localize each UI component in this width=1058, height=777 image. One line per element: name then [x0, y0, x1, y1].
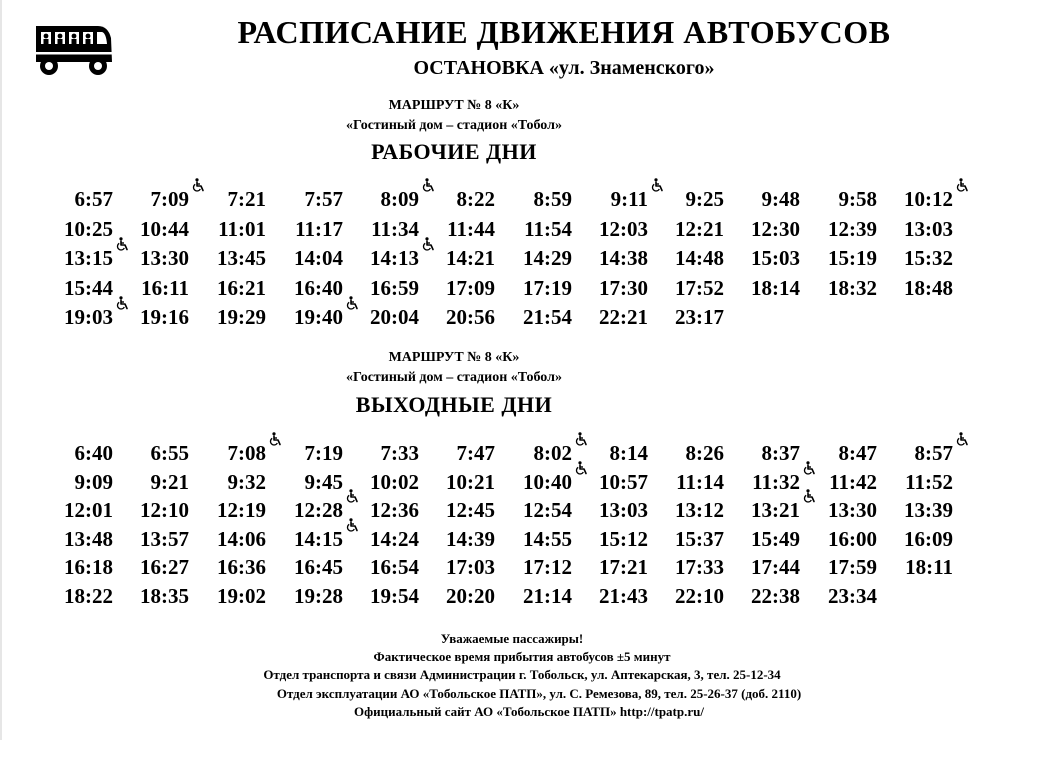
- departure-time-text: 16:36: [217, 555, 266, 579]
- departure-time-text: 11:54: [524, 216, 572, 241]
- departure-time-text: 21:54: [523, 305, 572, 329]
- departure-time-text: 22:10: [675, 583, 724, 608]
- departure-time: [815, 555, 877, 579]
- departure-time-text: 15:49: [751, 526, 800, 551]
- departure-time: [891, 276, 953, 300]
- departure-time: [586, 217, 648, 241]
- departure-time-text: 10:44: [140, 216, 189, 241]
- departure-time: [204, 441, 266, 465]
- footer-line: Официальный сайт АО «Тобольское ПАТП» http://tpatp.ru/: [354, 704, 704, 719]
- departure-time: [204, 470, 266, 494]
- departure-time: [51, 555, 113, 579]
- departure-time: [662, 555, 724, 579]
- departure-time: [127, 276, 189, 300]
- departure-time: [586, 305, 648, 329]
- departure-time-text: 8:57: [915, 441, 954, 465]
- departure-time-text: 17:12: [523, 555, 572, 579]
- departure-time-text: 6:57: [74, 187, 113, 211]
- departure-time: [738, 276, 800, 300]
- departure-time-text: 19:29: [217, 305, 266, 329]
- footer-line: Отдел транспорта и связи Администрации г. Тобольск, ул. Аптекарская, 3, тел. 25-12-34: [263, 667, 781, 682]
- departure-time-text: 12:39: [828, 216, 877, 241]
- departure-time: [510, 498, 572, 522]
- departure-time: [510, 584, 572, 608]
- departure-time: [281, 246, 343, 270]
- departure-time: [738, 187, 800, 211]
- departure-time: [357, 305, 419, 329]
- departure-time: [738, 555, 800, 579]
- departure-time: [586, 246, 648, 270]
- departure-time-text: 18:14: [751, 275, 800, 300]
- stop-name: ОСТАНОВКА «ул. Знаменского»: [413, 57, 715, 79]
- departure-time: [586, 555, 648, 579]
- departure-time-text: 16:00: [828, 526, 877, 551]
- departure-time-text: 19:28: [294, 583, 343, 608]
- departure-time-text: 9:25: [685, 187, 724, 211]
- departure-time-text: 9:09: [74, 469, 113, 494]
- departure-time: [510, 441, 572, 465]
- departure-time-text: 11:14: [676, 469, 724, 494]
- departure-time: [357, 527, 419, 551]
- departure-time: [586, 187, 648, 211]
- departure-time: [510, 470, 572, 494]
- departure-time-text: 17:44: [751, 555, 800, 579]
- departure-time-text: 17:52: [675, 275, 724, 300]
- departure-time-text: 20:56: [446, 305, 495, 329]
- departure-time: [357, 584, 419, 608]
- departure-time: [204, 217, 266, 241]
- departure-time-text: 23:34: [828, 583, 877, 608]
- route-name: «Гостиный дом – стадион «Тобол»: [346, 118, 562, 133]
- departure-time: [127, 584, 189, 608]
- departure-time: [433, 305, 495, 329]
- departure-time: [127, 470, 189, 494]
- departure-time: [357, 498, 419, 522]
- section-weekend-days: [0, 392, 1058, 418]
- departure-time-text: 12:21: [675, 216, 724, 241]
- departure-time: [891, 527, 953, 551]
- departure-time: [204, 276, 266, 300]
- route-name: «Гостиный дом – стадион «Тобол»: [346, 370, 562, 385]
- departure-time: [433, 187, 495, 211]
- departure-time: [510, 246, 572, 270]
- departure-time-text: 16:11: [141, 275, 189, 300]
- departure-time: [815, 441, 877, 465]
- departure-time: [127, 441, 189, 465]
- departure-time-text: 15:32: [904, 246, 953, 270]
- departure-time: [281, 187, 343, 211]
- departure-time: [281, 276, 343, 300]
- departure-time-text: 22:38: [751, 583, 800, 608]
- departure-time: [891, 246, 953, 270]
- departure-time: [127, 498, 189, 522]
- departure-time: [586, 441, 648, 465]
- departure-time: [662, 305, 724, 329]
- departure-time-text: 14:39: [446, 526, 495, 551]
- footer-line: Фактическое время прибытия автобусов ±5 минут: [373, 649, 671, 664]
- wheelchair-icon: [956, 432, 969, 446]
- departure-time: [738, 246, 800, 270]
- departure-time: [891, 470, 953, 494]
- departure-time-text: 19:03: [64, 305, 113, 329]
- footer-operator-contact: [0, 686, 1058, 702]
- departure-time-text: 12:03: [599, 216, 648, 241]
- departure-time: [662, 276, 724, 300]
- departure-time: [51, 441, 113, 465]
- departure-time: [433, 527, 495, 551]
- days-label: ВЫХОДНЫЕ ДНИ: [355, 392, 553, 417]
- departure-time: [357, 246, 419, 270]
- departure-time-text: 7:47: [456, 441, 495, 465]
- departure-time-text: 12:54: [523, 498, 572, 522]
- departure-time-text: 13:21: [751, 498, 800, 522]
- departure-time-text: 17:19: [523, 275, 572, 300]
- departure-time: [662, 498, 724, 522]
- departure-time-text: 11:17: [295, 216, 343, 241]
- departure-time-text: 14:48: [675, 246, 724, 270]
- page-title: РАСПИСАНИЕ ДВИЖЕНИЯ АВТОБУСОВ: [237, 14, 891, 50]
- departure-time-text: 7:19: [304, 441, 343, 465]
- departure-time-text: 17:33: [675, 555, 724, 579]
- departure-time-text: 7:21: [227, 187, 266, 211]
- departure-time-text: 16:54: [370, 555, 419, 579]
- departure-time-text: 14:06: [217, 526, 266, 551]
- departure-time-text: 14:24: [370, 526, 419, 551]
- departure-time-text: 9:58: [838, 187, 877, 211]
- departure-time: [815, 498, 877, 522]
- departure-time-text: 8:59: [533, 187, 572, 211]
- departure-time: [51, 276, 113, 300]
- departure-time: [662, 470, 724, 494]
- departure-time-text: 18:35: [140, 583, 189, 608]
- departure-time: [281, 217, 343, 241]
- departure-time-text: 16:27: [140, 555, 189, 579]
- departure-time-text: 10:02: [370, 469, 419, 494]
- departure-time-text: 11:34: [371, 216, 419, 241]
- departure-time: [586, 527, 648, 551]
- departure-time: [891, 187, 953, 211]
- departure-time: [51, 584, 113, 608]
- departure-time-text: 16:09: [904, 526, 953, 551]
- departure-time-text: 17:09: [446, 275, 495, 300]
- departure-time-text: 16:59: [370, 275, 419, 300]
- departure-time: [357, 276, 419, 300]
- departure-time: [662, 187, 724, 211]
- departure-time: [51, 187, 113, 211]
- departure-time: [281, 498, 343, 522]
- departure-time: [662, 441, 724, 465]
- departure-time-text: 17:59: [828, 555, 877, 579]
- departure-time-text: 10:25: [64, 216, 113, 241]
- departure-time: [510, 187, 572, 211]
- departure-time-text: 14:04: [294, 246, 343, 270]
- departure-time: [281, 527, 343, 551]
- footer-arrival-note: [0, 649, 1058, 665]
- departure-time-text: 13:12: [675, 498, 724, 522]
- departure-time: [738, 217, 800, 241]
- departure-time: [586, 498, 648, 522]
- departure-time-text: 22:21: [599, 305, 648, 329]
- departure-time: [127, 527, 189, 551]
- departure-time-text: 9:21: [150, 469, 189, 494]
- departure-time-text: 13:03: [904, 216, 953, 241]
- departure-time: [662, 527, 724, 551]
- departure-time: [51, 527, 113, 551]
- departure-time-text: 8:09: [381, 187, 420, 211]
- departure-time-text: 12:28: [294, 498, 343, 522]
- departure-time: [815, 276, 877, 300]
- departure-time: [510, 276, 572, 300]
- departure-time: [204, 584, 266, 608]
- departure-time: [738, 527, 800, 551]
- departure-time-text: 12:45: [446, 498, 495, 522]
- departure-time-text: 6:55: [150, 441, 189, 465]
- departure-time: [815, 217, 877, 241]
- departure-time-text: 14:15: [294, 527, 343, 551]
- departure-time-text: 8:02: [534, 441, 573, 465]
- days-label: РАБОЧИЕ ДНИ: [371, 139, 537, 164]
- route-number: МАРШРУТ № 8 «К»: [388, 350, 520, 365]
- departure-time: [357, 187, 419, 211]
- departure-time-text: 10:12: [904, 187, 953, 211]
- section-weekdays-route-name: [0, 118, 1058, 134]
- departure-time: [662, 217, 724, 241]
- departure-time-text: 17:21: [599, 555, 648, 579]
- departure-time: [433, 441, 495, 465]
- departure-time-text: 9:45: [304, 469, 343, 494]
- route-number: МАРШРУТ № 8 «К»: [388, 98, 520, 113]
- departure-time: [51, 498, 113, 522]
- departure-time: [662, 584, 724, 608]
- departure-time: [204, 246, 266, 270]
- footer-website: [0, 704, 1058, 720]
- departure-time-text: 8:22: [456, 187, 495, 211]
- departure-time: [738, 470, 800, 494]
- departure-time-text: 6:40: [74, 441, 113, 465]
- departure-time-text: 7:33: [380, 441, 419, 465]
- departure-time: [204, 555, 266, 579]
- departure-time: [281, 584, 343, 608]
- departure-time: [586, 584, 648, 608]
- departure-time: [815, 187, 877, 211]
- departure-time-text: 16:18: [64, 555, 113, 579]
- departure-time-text: 9:32: [227, 469, 266, 494]
- departure-time: [357, 555, 419, 579]
- departure-time-text: 9:11: [611, 187, 648, 211]
- departure-time-text: 12:10: [140, 498, 189, 522]
- departure-time-text: 7:57: [304, 187, 343, 211]
- departure-time: [281, 470, 343, 494]
- departure-time-text: 17:03: [446, 555, 495, 579]
- departure-time-text: 7:08: [228, 441, 267, 465]
- departure-time: [51, 305, 113, 329]
- departure-time-text: 20:04: [370, 305, 419, 329]
- departure-time-text: 8:37: [761, 441, 800, 465]
- departure-time-text: 19:16: [140, 305, 189, 329]
- departure-time-text: 12:01: [64, 498, 113, 522]
- departure-time-text: 11:42: [829, 469, 877, 494]
- wheelchair-icon: [956, 178, 969, 192]
- departure-time-text: 11:32: [752, 470, 800, 494]
- footer-line: Уважаемые пассажиры!: [440, 631, 584, 646]
- departure-time: [815, 527, 877, 551]
- departure-time-text: 21:14: [523, 583, 572, 608]
- departure-time: [127, 555, 189, 579]
- departure-time-text: 18:11: [905, 555, 953, 579]
- departure-time-text: 18:22: [64, 583, 113, 608]
- departure-time: [204, 305, 266, 329]
- departure-time: [815, 584, 877, 608]
- departure-time: [433, 470, 495, 494]
- departure-time-text: 16:45: [294, 555, 343, 579]
- footer-admin-contact: [0, 667, 1058, 683]
- departure-time: [433, 276, 495, 300]
- departure-time: [891, 555, 953, 579]
- departure-time-text: 14:38: [599, 246, 648, 270]
- footer-greeting: [0, 631, 1058, 647]
- departure-time: [127, 187, 189, 211]
- departure-time-text: 21:43: [599, 583, 648, 608]
- departure-time-text: 15:44: [64, 275, 113, 300]
- section-weekdays-days: [0, 139, 1058, 165]
- departure-time-text: 15:03: [751, 246, 800, 270]
- departure-time: [204, 187, 266, 211]
- departure-time-text: 19:40: [294, 305, 343, 329]
- departure-time: [357, 441, 419, 465]
- departure-time-text: 10:57: [599, 469, 648, 494]
- departure-time-text: 10:21: [446, 469, 495, 494]
- departure-time-text: 13:57: [140, 526, 189, 551]
- departure-time-text: 13:45: [217, 246, 266, 270]
- departure-time-text: 10:40: [523, 470, 572, 494]
- departure-time-text: 13:48: [64, 526, 113, 551]
- departure-time: [127, 246, 189, 270]
- departure-time-text: 12:19: [217, 498, 266, 522]
- departure-time: [281, 305, 343, 329]
- departure-time: [357, 470, 419, 494]
- departure-time: [815, 246, 877, 270]
- departure-time-text: 8:26: [685, 441, 724, 465]
- section-weekdays-route: [0, 98, 1058, 114]
- departure-time: [433, 555, 495, 579]
- departure-time: [433, 498, 495, 522]
- departure-time: [815, 470, 877, 494]
- departure-time-text: 13:15: [64, 246, 113, 270]
- departure-time: [204, 527, 266, 551]
- departure-time-text: 19:54: [370, 583, 419, 608]
- departure-time-text: 13:30: [828, 498, 877, 522]
- departure-time: [51, 470, 113, 494]
- departure-time: [738, 441, 800, 465]
- departure-time: [662, 246, 724, 270]
- departure-time-text: 7:09: [151, 187, 190, 211]
- departure-time: [433, 246, 495, 270]
- departure-time-text: 13:39: [904, 498, 953, 522]
- departure-time-text: 12:30: [751, 216, 800, 241]
- departure-time: [281, 441, 343, 465]
- departure-time-text: 14:29: [523, 246, 572, 270]
- departure-time: [281, 555, 343, 579]
- departure-time-text: 9:48: [761, 187, 800, 211]
- departure-time-text: 8:14: [609, 441, 648, 465]
- departure-time: [510, 305, 572, 329]
- departure-time-text: 23:17: [675, 305, 724, 329]
- departure-time-text: 20:20: [446, 583, 495, 608]
- departure-time: [433, 217, 495, 241]
- departure-time-text: 14:13: [370, 246, 419, 270]
- departure-time: [204, 498, 266, 522]
- departure-time-text: 12:36: [370, 498, 419, 522]
- departure-time-text: 13:30: [140, 246, 189, 270]
- departure-time-text: 16:21: [217, 275, 266, 300]
- departure-time-text: 15:37: [675, 526, 724, 551]
- departure-time-text: 15:12: [599, 526, 648, 551]
- departure-time-text: 18:48: [904, 275, 953, 300]
- departure-time: [510, 555, 572, 579]
- departure-time: [891, 217, 953, 241]
- departure-time: [510, 527, 572, 551]
- departure-time-text: 16:40: [294, 275, 343, 300]
- departure-time: [51, 246, 113, 270]
- departure-time: [891, 441, 953, 465]
- departure-time-text: 15:19: [828, 246, 877, 270]
- departure-time: [127, 217, 189, 241]
- departure-time-text: 14:55: [523, 526, 572, 551]
- departure-time: [738, 584, 800, 608]
- departure-time-text: 11:52: [905, 469, 953, 494]
- departure-time-text: 11:01: [218, 216, 266, 241]
- section-weekend-route: [0, 350, 1058, 366]
- departure-time-text: 13:03: [599, 498, 648, 522]
- departure-time-text: 19:02: [217, 583, 266, 608]
- departure-time: [433, 584, 495, 608]
- departure-time: [586, 276, 648, 300]
- departure-time: [510, 217, 572, 241]
- departure-time-text: 18:32: [828, 275, 877, 300]
- departure-time: [586, 470, 648, 494]
- departure-time-text: 8:47: [838, 441, 877, 465]
- departure-time-text: 11:44: [447, 216, 495, 241]
- departure-time-text: 14:21: [446, 246, 495, 270]
- footer-line: Отдел эксплуатации АО «Тобольское ПАТП», ул. С. Ремезова, 89, тел. 25-26-37 (доб. 2110): [276, 686, 802, 701]
- departure-time: [357, 217, 419, 241]
- departure-time-text: 17:30: [599, 275, 648, 300]
- departure-time: [891, 498, 953, 522]
- departure-time: [738, 498, 800, 522]
- section-weekend-route-name: [0, 370, 1058, 386]
- departure-time: [51, 217, 113, 241]
- departure-time: [127, 305, 189, 329]
